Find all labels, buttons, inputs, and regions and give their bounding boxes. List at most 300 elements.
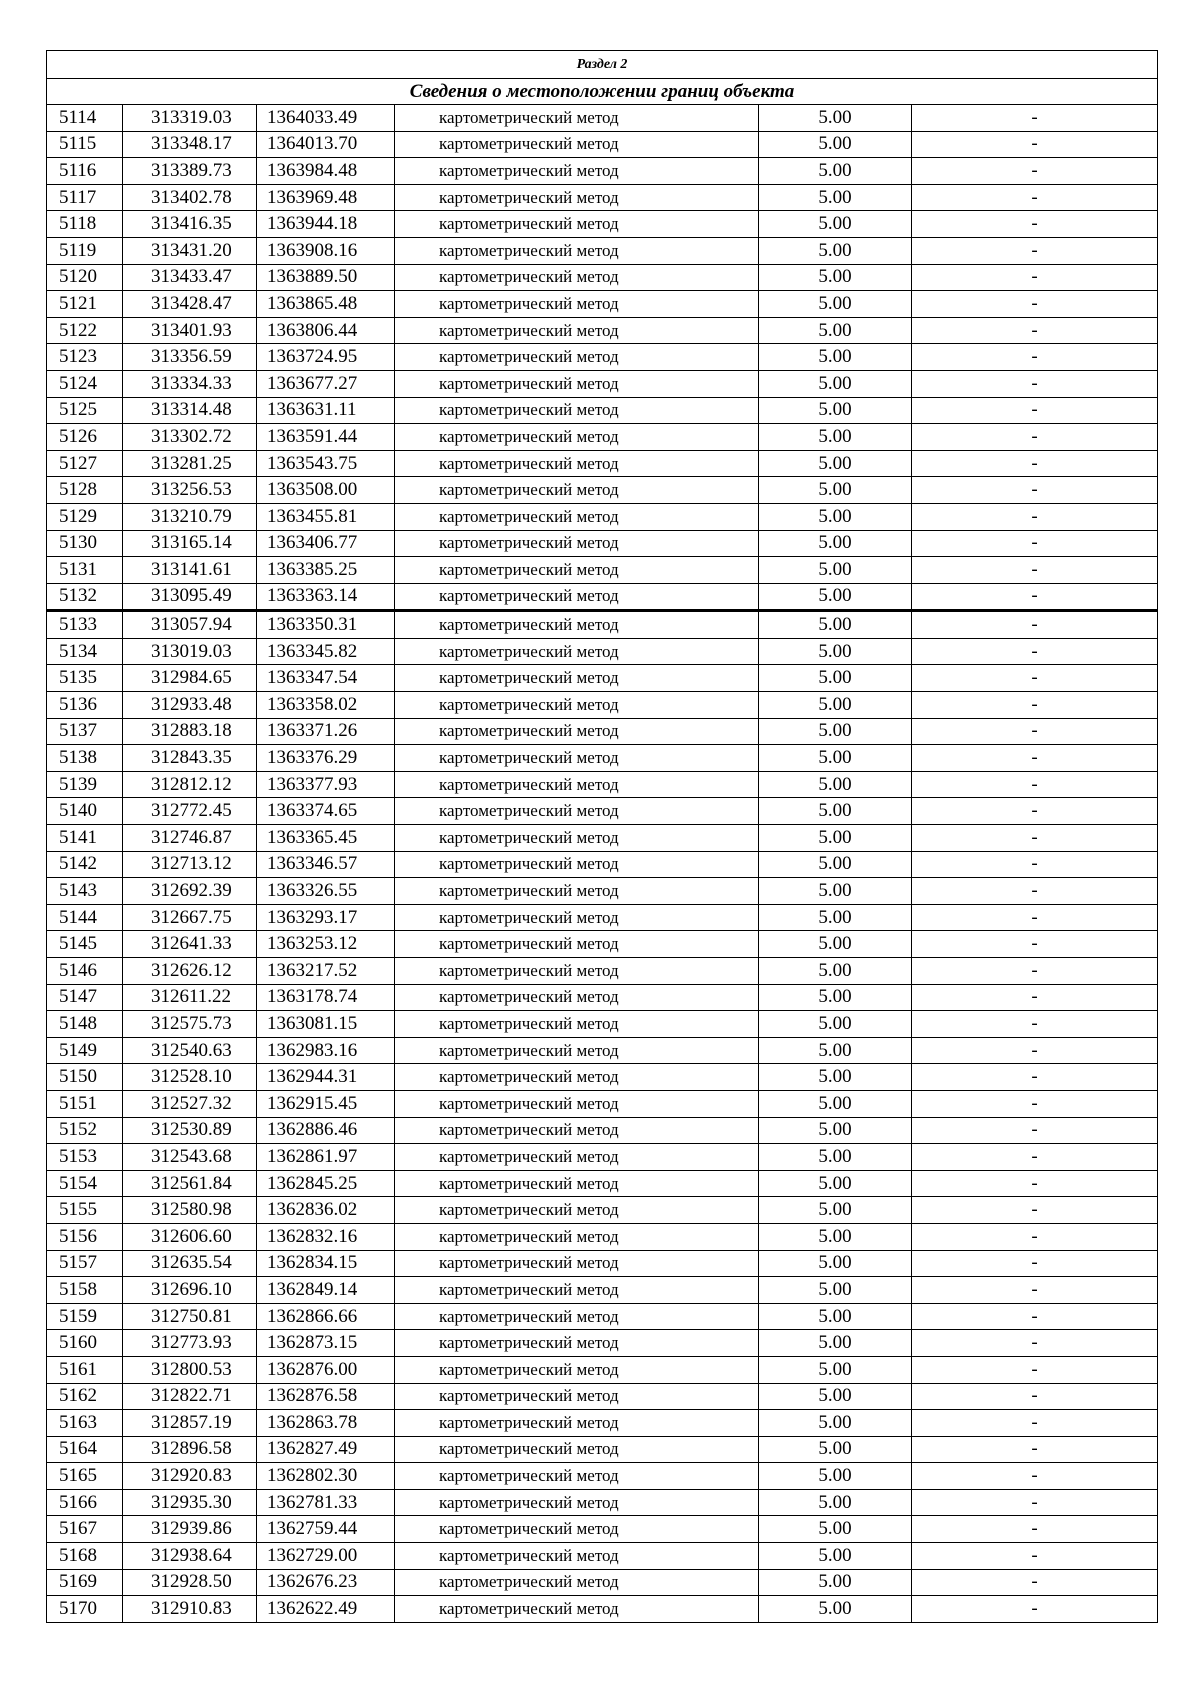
point-number-cell: 5134 (47, 638, 123, 665)
method-cell: картометрический метод (395, 1250, 759, 1277)
accuracy-cell: 5.00 (759, 984, 912, 1011)
coordinate-y-cell: 1363081.15 (257, 1011, 395, 1038)
method-cell: картометрический метод (395, 291, 759, 318)
coordinate-x-cell: 312606.60 (123, 1223, 257, 1250)
table-row (47, 692, 1158, 719)
method-cell: картометрический метод (395, 1223, 759, 1250)
point-number-cell: 5117 (47, 184, 123, 211)
point-number-cell: 5136 (47, 692, 123, 719)
table-row (47, 397, 1158, 424)
description-cell: - (912, 851, 1158, 878)
coordinate-y-cell: 1364013.70 (257, 131, 395, 158)
coordinate-y-cell: 1362861.97 (257, 1144, 395, 1171)
table-row (47, 557, 1158, 584)
table-row (47, 1543, 1158, 1570)
table-row (47, 237, 1158, 264)
coordinate-y-cell: 1362781.33 (257, 1489, 395, 1516)
coordinate-x-cell: 312713.12 (123, 851, 257, 878)
coordinate-y-cell: 1362876.58 (257, 1383, 395, 1410)
coordinate-x-cell: 312928.50 (123, 1569, 257, 1596)
coordinate-x-cell: 312635.54 (123, 1250, 257, 1277)
coordinate-x-cell: 313428.47 (123, 291, 257, 318)
method-cell: картометрический метод (395, 745, 759, 772)
coordinate-y-cell: 1362827.49 (257, 1436, 395, 1463)
coordinate-x-cell: 312530.89 (123, 1117, 257, 1144)
point-number-cell: 5140 (47, 798, 123, 825)
section-header-row (47, 51, 1158, 79)
accuracy-cell: 5.00 (759, 958, 912, 985)
accuracy-cell: 5.00 (759, 477, 912, 504)
table-row (47, 798, 1158, 825)
coordinate-x-cell: 313019.03 (123, 638, 257, 665)
accuracy-cell: 5.00 (759, 665, 912, 692)
accuracy-cell: 5.00 (759, 1223, 912, 1250)
accuracy-cell: 5.00 (759, 1596, 912, 1623)
coordinate-x-cell: 312812.12 (123, 771, 257, 798)
method-cell: картометрический метод (395, 1303, 759, 1330)
point-number-cell: 5124 (47, 370, 123, 397)
table-row (47, 530, 1158, 557)
point-number-cell: 5155 (47, 1197, 123, 1224)
coordinate-x-cell: 312527.32 (123, 1090, 257, 1117)
method-cell: картометрический метод (395, 1516, 759, 1543)
table-row (47, 158, 1158, 185)
description-cell: - (912, 1330, 1158, 1357)
description-cell: - (912, 825, 1158, 852)
coordinate-y-cell: 1363806.44 (257, 317, 395, 344)
coordinate-y-cell: 1363969.48 (257, 184, 395, 211)
method-cell: картометрический метод (395, 477, 759, 504)
accuracy-cell: 5.00 (759, 611, 912, 639)
coordinate-y-cell: 1362759.44 (257, 1516, 395, 1543)
point-number-cell: 5125 (47, 397, 123, 424)
table-row (47, 105, 1158, 132)
coordinate-y-cell: 1362873.15 (257, 1330, 395, 1357)
point-number-cell: 5154 (47, 1170, 123, 1197)
accuracy-cell: 5.00 (759, 931, 912, 958)
method-cell: картометрический метод (395, 1170, 759, 1197)
point-number-cell: 5137 (47, 718, 123, 745)
method-cell: картометрический метод (395, 1543, 759, 1570)
table-row (47, 638, 1158, 665)
description-cell: - (912, 771, 1158, 798)
coordinate-x-cell: 313389.73 (123, 158, 257, 185)
accuracy-cell: 5.00 (759, 211, 912, 238)
point-number-cell: 5153 (47, 1144, 123, 1171)
table-row (47, 1064, 1158, 1091)
point-number-cell: 5115 (47, 131, 123, 158)
method-cell: картометрический метод (395, 611, 759, 639)
description-cell: - (912, 692, 1158, 719)
accuracy-cell: 5.00 (759, 1250, 912, 1277)
coordinate-y-cell: 1363865.48 (257, 291, 395, 318)
point-number-cell: 5163 (47, 1410, 123, 1437)
accuracy-cell: 5.00 (759, 825, 912, 852)
point-number-cell: 5144 (47, 904, 123, 931)
point-number-cell: 5116 (47, 158, 123, 185)
coordinate-x-cell: 313314.48 (123, 397, 257, 424)
method-cell: картометрический метод (395, 105, 759, 132)
table-row (47, 264, 1158, 291)
point-number-cell: 5145 (47, 931, 123, 958)
description-cell: - (912, 397, 1158, 424)
table-row (47, 931, 1158, 958)
coordinate-x-cell: 312920.83 (123, 1463, 257, 1490)
boundary-coordinates-table (46, 50, 1158, 1623)
description-cell: - (912, 1197, 1158, 1224)
table-row (47, 825, 1158, 852)
accuracy-cell: 5.00 (759, 1569, 912, 1596)
table-row (47, 611, 1158, 639)
point-number-cell: 5143 (47, 878, 123, 905)
description-cell: - (912, 344, 1158, 371)
accuracy-cell: 5.00 (759, 1277, 912, 1304)
description-cell: - (912, 1383, 1158, 1410)
method-cell: картометрический метод (395, 397, 759, 424)
description-cell: - (912, 638, 1158, 665)
description-cell: - (912, 1489, 1158, 1516)
point-number-cell: 5164 (47, 1436, 123, 1463)
coordinate-y-cell: 1363724.95 (257, 344, 395, 371)
description-cell: - (912, 1090, 1158, 1117)
coordinate-y-cell: 1362832.16 (257, 1223, 395, 1250)
coordinate-y-cell: 1362845.25 (257, 1170, 395, 1197)
coordinate-x-cell: 313281.25 (123, 450, 257, 477)
method-cell: картометрический метод (395, 1090, 759, 1117)
method-cell: картометрический метод (395, 825, 759, 852)
table-title: Сведения о местоположении границ объекта (47, 79, 1158, 105)
accuracy-cell: 5.00 (759, 503, 912, 530)
accuracy-cell: 5.00 (759, 771, 912, 798)
description-cell: - (912, 131, 1158, 158)
method-cell: картометрический метод (395, 557, 759, 584)
description-cell: - (912, 984, 1158, 1011)
table-row (47, 1223, 1158, 1250)
accuracy-cell: 5.00 (759, 1383, 912, 1410)
coordinate-x-cell: 312896.58 (123, 1436, 257, 1463)
method-cell: картометрический метод (395, 878, 759, 905)
coordinate-x-cell: 312984.65 (123, 665, 257, 692)
description-cell: - (912, 583, 1158, 611)
description-cell: - (912, 1410, 1158, 1437)
coordinate-y-cell: 1362834.15 (257, 1250, 395, 1277)
method-cell: картометрический метод (395, 1117, 759, 1144)
coordinate-y-cell: 1363591.44 (257, 424, 395, 451)
coordinate-y-cell: 1362863.78 (257, 1410, 395, 1437)
coordinate-x-cell: 313431.20 (123, 237, 257, 264)
table-row (47, 503, 1158, 530)
coordinate-y-cell: 1362886.46 (257, 1117, 395, 1144)
coordinate-x-cell: 312575.73 (123, 1011, 257, 1038)
description-cell: - (912, 317, 1158, 344)
point-number-cell: 5119 (47, 237, 123, 264)
point-number-cell: 5118 (47, 211, 123, 238)
coordinate-x-cell: 312580.98 (123, 1197, 257, 1224)
point-number-cell: 5120 (47, 264, 123, 291)
method-cell: картометрический метод (395, 1596, 759, 1623)
accuracy-cell: 5.00 (759, 184, 912, 211)
coordinate-x-cell: 312750.81 (123, 1303, 257, 1330)
coordinate-x-cell: 312773.93 (123, 1330, 257, 1357)
coordinate-x-cell: 313256.53 (123, 477, 257, 504)
point-number-cell: 5159 (47, 1303, 123, 1330)
coordinate-x-cell: 313165.14 (123, 530, 257, 557)
coordinate-y-cell: 1363406.77 (257, 530, 395, 557)
coordinate-x-cell: 313402.78 (123, 184, 257, 211)
method-cell: картометрический метод (395, 1410, 759, 1437)
coordinate-x-cell: 312772.45 (123, 798, 257, 825)
coordinate-x-cell: 312822.71 (123, 1383, 257, 1410)
accuracy-cell: 5.00 (759, 557, 912, 584)
description-cell: - (912, 1356, 1158, 1383)
coordinate-x-cell: 312746.87 (123, 825, 257, 852)
accuracy-cell: 5.00 (759, 1144, 912, 1171)
method-cell: картометрический метод (395, 718, 759, 745)
method-cell: картометрический метод (395, 1277, 759, 1304)
point-number-cell: 5123 (47, 344, 123, 371)
coordinate-x-cell: 312543.68 (123, 1144, 257, 1171)
point-number-cell: 5170 (47, 1596, 123, 1623)
table-row (47, 450, 1158, 477)
coordinate-y-cell: 1364033.49 (257, 105, 395, 132)
method-cell: картометрический метод (395, 904, 759, 931)
coordinate-y-cell: 1363326.55 (257, 878, 395, 905)
accuracy-cell: 5.00 (759, 105, 912, 132)
point-number-cell: 5133 (47, 611, 123, 639)
accuracy-cell: 5.00 (759, 530, 912, 557)
description-cell: - (912, 1596, 1158, 1623)
description-cell: - (912, 105, 1158, 132)
coordinate-y-cell: 1363345.82 (257, 638, 395, 665)
point-number-cell: 5162 (47, 1383, 123, 1410)
method-cell: картометрический метод (395, 1064, 759, 1091)
coordinate-x-cell: 313095.49 (123, 583, 257, 611)
table-row (47, 904, 1158, 931)
accuracy-cell: 5.00 (759, 1037, 912, 1064)
coordinate-y-cell: 1363984.48 (257, 158, 395, 185)
coordinate-y-cell: 1362836.02 (257, 1197, 395, 1224)
method-cell: картометрический метод (395, 237, 759, 264)
description-cell: - (912, 1037, 1158, 1064)
coordinate-x-cell: 312611.22 (123, 984, 257, 1011)
point-number-cell: 5128 (47, 477, 123, 504)
point-number-cell: 5130 (47, 530, 123, 557)
description-cell: - (912, 158, 1158, 185)
accuracy-cell: 5.00 (759, 1463, 912, 1490)
method-cell: картометрический метод (395, 1489, 759, 1516)
coordinate-y-cell: 1363944.18 (257, 211, 395, 238)
point-number-cell: 5157 (47, 1250, 123, 1277)
coordinate-y-cell: 1363347.54 (257, 665, 395, 692)
method-cell: картометрический метод (395, 503, 759, 530)
point-number-cell: 5168 (47, 1543, 123, 1570)
description-cell: - (912, 1223, 1158, 1250)
accuracy-cell: 5.00 (759, 1543, 912, 1570)
coordinate-y-cell: 1363908.16 (257, 237, 395, 264)
accuracy-cell: 5.00 (759, 264, 912, 291)
description-cell: - (912, 1277, 1158, 1304)
accuracy-cell: 5.00 (759, 291, 912, 318)
method-cell: картометрический метод (395, 1011, 759, 1038)
point-number-cell: 5166 (47, 1489, 123, 1516)
coordinate-y-cell: 1363376.29 (257, 745, 395, 772)
table-row (47, 851, 1158, 878)
description-cell: - (912, 1250, 1158, 1277)
coordinate-x-cell: 312857.19 (123, 1410, 257, 1437)
coordinate-x-cell: 312641.33 (123, 931, 257, 958)
coordinate-x-cell: 313356.59 (123, 344, 257, 371)
table-row (47, 1569, 1158, 1596)
method-cell: картометрический метод (395, 798, 759, 825)
accuracy-cell: 5.00 (759, 851, 912, 878)
coordinate-y-cell: 1363377.93 (257, 771, 395, 798)
description-cell: - (912, 1436, 1158, 1463)
point-number-cell: 5135 (47, 665, 123, 692)
description-cell: - (912, 1303, 1158, 1330)
method-cell: картометрический метод (395, 1436, 759, 1463)
coordinate-y-cell: 1363217.52 (257, 958, 395, 985)
coordinate-y-cell: 1363543.75 (257, 450, 395, 477)
table-row (47, 1144, 1158, 1171)
table-row (47, 878, 1158, 905)
accuracy-cell: 5.00 (759, 131, 912, 158)
method-cell: картометрический метод (395, 638, 759, 665)
coordinate-x-cell: 313416.35 (123, 211, 257, 238)
table-row (47, 583, 1158, 611)
coordinate-x-cell: 312667.75 (123, 904, 257, 931)
table-row (47, 1356, 1158, 1383)
method-cell: картометрический метод (395, 692, 759, 719)
coordinate-x-cell: 313401.93 (123, 317, 257, 344)
point-number-cell: 5129 (47, 503, 123, 530)
coordinate-y-cell: 1363455.81 (257, 503, 395, 530)
coordinate-x-cell: 312626.12 (123, 958, 257, 985)
table-row (47, 984, 1158, 1011)
coordinate-y-cell: 1362876.00 (257, 1356, 395, 1383)
method-cell: картометрический метод (395, 984, 759, 1011)
accuracy-cell: 5.00 (759, 397, 912, 424)
description-cell: - (912, 1569, 1158, 1596)
description-cell: - (912, 665, 1158, 692)
coordinate-y-cell: 1363371.26 (257, 718, 395, 745)
description-cell: - (912, 878, 1158, 905)
coordinate-x-cell: 312933.48 (123, 692, 257, 719)
accuracy-cell: 5.00 (759, 583, 912, 611)
description-cell: - (912, 1117, 1158, 1144)
point-number-cell: 5131 (47, 557, 123, 584)
point-number-cell: 5151 (47, 1090, 123, 1117)
method-cell: картометрический метод (395, 264, 759, 291)
method-cell: картометрический метод (395, 1197, 759, 1224)
table-row (47, 424, 1158, 451)
accuracy-cell: 5.00 (759, 317, 912, 344)
coordinate-y-cell: 1363178.74 (257, 984, 395, 1011)
table-row (47, 1383, 1158, 1410)
method-cell: картометрический метод (395, 530, 759, 557)
coordinate-y-cell: 1362849.14 (257, 1277, 395, 1304)
point-number-cell: 5160 (47, 1330, 123, 1357)
table-row (47, 1410, 1158, 1437)
point-number-cell: 5142 (47, 851, 123, 878)
table-row (47, 1250, 1158, 1277)
coordinate-y-cell: 1363358.02 (257, 692, 395, 719)
description-cell: - (912, 1064, 1158, 1091)
description-cell: - (912, 264, 1158, 291)
coordinate-x-cell: 313433.47 (123, 264, 257, 291)
method-cell: картометрический метод (395, 583, 759, 611)
method-cell: картометрический метод (395, 211, 759, 238)
coordinate-y-cell: 1362983.16 (257, 1037, 395, 1064)
description-cell: - (912, 958, 1158, 985)
accuracy-cell: 5.00 (759, 798, 912, 825)
table-row (47, 1090, 1158, 1117)
coordinate-x-cell: 313302.72 (123, 424, 257, 451)
description-cell: - (912, 1011, 1158, 1038)
method-cell: картометрический метод (395, 1330, 759, 1357)
coordinate-y-cell: 1363889.50 (257, 264, 395, 291)
description-cell: - (912, 424, 1158, 451)
coordinate-y-cell: 1363374.65 (257, 798, 395, 825)
accuracy-cell: 5.00 (759, 237, 912, 264)
point-number-cell: 5139 (47, 771, 123, 798)
coordinate-x-cell: 312883.18 (123, 718, 257, 745)
method-cell: картометрический метод (395, 158, 759, 185)
table-row (47, 1303, 1158, 1330)
method-cell: картометрический метод (395, 1037, 759, 1064)
accuracy-cell: 5.00 (759, 1356, 912, 1383)
method-cell: картометрический метод (395, 1356, 759, 1383)
accuracy-cell: 5.00 (759, 638, 912, 665)
table-row (47, 1463, 1158, 1490)
method-cell: картометрический метод (395, 958, 759, 985)
table-row (47, 1277, 1158, 1304)
method-cell: картометрический метод (395, 317, 759, 344)
coordinate-x-cell: 313210.79 (123, 503, 257, 530)
coordinate-y-cell: 1362802.30 (257, 1463, 395, 1490)
accuracy-cell: 5.00 (759, 1090, 912, 1117)
coordinate-x-cell: 312800.53 (123, 1356, 257, 1383)
method-cell: картометрический метод (395, 1383, 759, 1410)
point-number-cell: 5152 (47, 1117, 123, 1144)
table-row (47, 718, 1158, 745)
point-number-cell: 5158 (47, 1277, 123, 1304)
coordinate-x-cell: 313141.61 (123, 557, 257, 584)
coordinate-x-cell: 313334.33 (123, 370, 257, 397)
coordinate-x-cell: 312910.83 (123, 1596, 257, 1623)
accuracy-cell: 5.00 (759, 1516, 912, 1543)
table-row (47, 958, 1158, 985)
table-row (47, 344, 1158, 371)
description-cell: - (912, 931, 1158, 958)
accuracy-cell: 5.00 (759, 344, 912, 371)
point-number-cell: 5146 (47, 958, 123, 985)
coordinate-y-cell: 1363677.27 (257, 370, 395, 397)
method-cell: картометрический метод (395, 370, 759, 397)
point-number-cell: 5165 (47, 1463, 123, 1490)
method-cell: картометрический метод (395, 450, 759, 477)
method-cell: картометрический метод (395, 424, 759, 451)
table-row (47, 745, 1158, 772)
coordinate-y-cell: 1363385.25 (257, 557, 395, 584)
point-number-cell: 5126 (47, 424, 123, 451)
accuracy-cell: 5.00 (759, 1436, 912, 1463)
point-number-cell: 5121 (47, 291, 123, 318)
coordinate-y-cell: 1362622.49 (257, 1596, 395, 1623)
description-cell: - (912, 718, 1158, 745)
description-cell: - (912, 237, 1158, 264)
coordinate-y-cell: 1363253.12 (257, 931, 395, 958)
table-row (47, 477, 1158, 504)
